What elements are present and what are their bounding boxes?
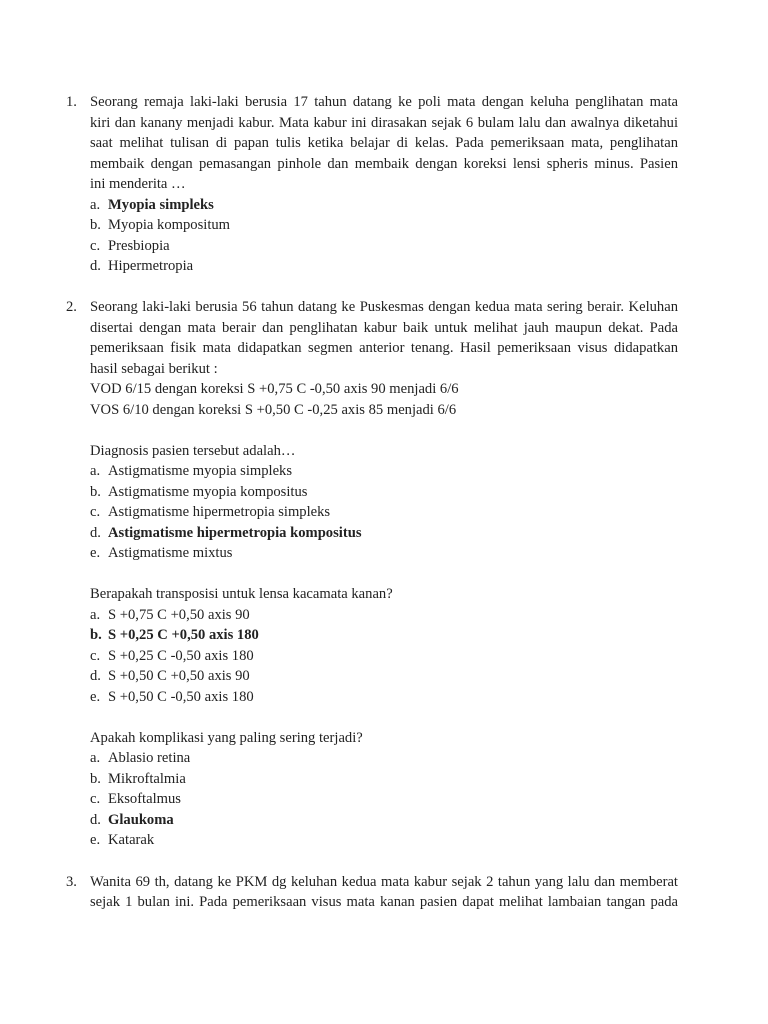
option-text: Ablasio retina <box>108 750 191 766</box>
option-letter: a. <box>90 607 101 623</box>
option-letter: c. <box>90 504 101 520</box>
question-text-line: ini menderita … <box>90 176 186 192</box>
question-text-line: pemeriksaan fisik mata didapatkan segmen anterior tenang. Hasil pemeriksaan visus didapatkan <box>90 340 678 356</box>
option-letter: b. <box>90 217 101 233</box>
option-letter: d. <box>90 812 101 828</box>
option-text-correct: S +0,25 C +0,50 axis 180 <box>108 627 259 643</box>
question-text-line: hasil sebagai berikut : <box>90 361 218 377</box>
question-text-line: Seorang laki-laki berusia 56 tahun datang ke Puskesmas dengan kedua mata sering berair. Keluhan <box>90 299 678 315</box>
sub-question-prompt: Berapakah transposisi untuk lensa kacamata kanan? <box>90 586 393 602</box>
option-text: Eksoftalmus <box>108 791 181 807</box>
sub-question-prompt: Apakah komplikasi yang paling sering terjadi? <box>90 730 363 746</box>
question-text-line: membaik dengan pemasangan pinhole dan membaik dengan koreksi lensi spheris minus. Pasien <box>90 156 678 172</box>
option-letter: b. <box>90 771 101 787</box>
option-text: Astigmatisme mixtus <box>108 545 233 561</box>
option-letter: a. <box>90 750 101 766</box>
sub-question-prompt: Diagnosis pasien tersebut adalah… <box>90 443 296 459</box>
option-letter: d. <box>90 525 101 541</box>
option-text-correct: Glaukoma <box>108 812 174 828</box>
option-letter: b. <box>90 627 102 643</box>
question-text-line: Wanita 69 th, datang ke PKM dg keluhan kedua mata kabur sejak 2 tahun yang lalu dan memberat <box>90 874 678 890</box>
question-text-line: disertai dengan mata berair dan penglihatan kabur baik untuk melihat jauh maupun dekat. Pada <box>90 320 678 336</box>
question-text-line: kiri dan kanany menjadi kabur. Mata kabur ini dirasakan sejak 6 bulam lalu dan awalnya diketahui <box>90 115 678 131</box>
option-text: S +0,25 C -0,50 axis 180 <box>108 648 254 664</box>
question-number: 3. <box>66 874 77 890</box>
option-letter: c. <box>90 648 101 664</box>
option-letter: c. <box>90 791 101 807</box>
question-text-line: VOD 6/15 dengan koreksi S +0,75 C -0,50 axis 90 menjadi 6/6 <box>90 381 459 397</box>
option-text: S +0,75 C +0,50 axis 90 <box>108 607 250 623</box>
question-text-line: Seorang remaja laki-laki berusia 17 tahun datang ke poli mata dengan keluha penglihatan mata <box>90 94 678 110</box>
option-letter: a. <box>90 197 101 213</box>
option-text-correct: Myopia simpleks <box>108 197 214 213</box>
question-number: 2. <box>66 299 77 315</box>
option-letter: e. <box>90 689 101 705</box>
option-letter: d. <box>90 668 101 684</box>
option-letter: b. <box>90 484 101 500</box>
option-letter: e. <box>90 832 101 848</box>
option-text: Mikroftalmia <box>108 771 186 787</box>
question-number: 1. <box>66 94 77 110</box>
question-text-line: sejak 1 bulan ini. Pada pemeriksaan visus mata kanan pasien dapat melihat lambaian tangan pada <box>90 894 678 910</box>
option-letter: e. <box>90 545 101 561</box>
option-text: S +0,50 C +0,50 axis 90 <box>108 668 250 684</box>
option-text: S +0,50 C -0,50 axis 180 <box>108 689 254 705</box>
option-text: Hipermetropia <box>108 258 194 274</box>
option-text: Myopia kompositum <box>108 217 231 233</box>
option-text: Presbiopia <box>108 238 170 254</box>
option-text-correct: Astigmatisme hipermetropia kompositus <box>108 525 362 541</box>
option-letter: a. <box>90 463 101 479</box>
option-text: Astigmatisme myopia kompositus <box>108 484 308 500</box>
question-text-line: VOS 6/10 dengan koreksi S +0,50 C -0,25 axis 85 menjadi 6/6 <box>90 402 457 418</box>
option-text: Astigmatisme myopia simpleks <box>108 463 293 479</box>
option-letter: d. <box>90 258 101 274</box>
question-text-line: saat melihat tulisan di papan tulis ketika belajar di kelas. Pada pemeriksaan mata, penglihatan <box>90 135 678 151</box>
option-text: Katarak <box>108 832 155 848</box>
option-text: Astigmatisme hipermetropia simpleks <box>108 504 331 520</box>
option-letter: c. <box>90 238 101 254</box>
